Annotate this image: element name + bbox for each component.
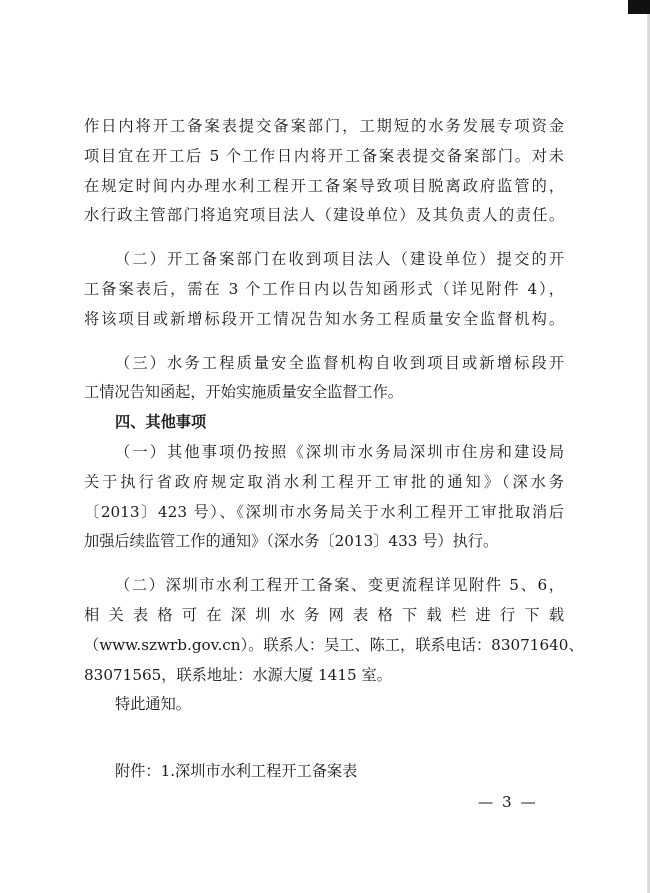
- paragraph-line: 〔2013〕423 号）、《深圳市水务局关于水利工程开工审批取消后: [84, 502, 564, 521]
- paragraph-line: 83071565，联系地址：水源大厦 1415 室。: [84, 665, 392, 684]
- attachment-line: 附件：1.深圳市水利工程开工备案表: [115, 762, 358, 780]
- spacer: [84, 557, 564, 571]
- section-heading: 四、其他事项: [115, 413, 207, 432]
- paragraph-line: 水行政主管部门将追究项目法人（建设单位）及其负责人的责任。: [84, 206, 564, 225]
- paragraph-line: 将该项目或新增标段开工情况告知水务工程质量安全监督机构。: [84, 309, 564, 328]
- paragraph-line: （二）开工备案部门在收到项目法人（建设单位）提交的开: [115, 250, 564, 269]
- spacer: [84, 231, 564, 245]
- paragraph-line: 在规定时间内办理水利工程开工备案导致项目脱离政府监管的，: [84, 176, 564, 195]
- document-body: [84, 112, 584, 720]
- paragraph-line: （一）其他事项仍按照《深圳市水务局深圳市住房和建设局: [115, 442, 564, 461]
- spacer: [84, 335, 564, 349]
- paragraph-line: 关于执行省政府规定取消水利工程开工审批的通知》（深水务: [84, 472, 564, 491]
- page-number: — 3 —: [478, 793, 538, 811]
- corner-registration-mark: [628, 0, 650, 14]
- paragraph-line: 作日内将开工备案表提交备案部门，工期短的水务发展专项资金: [84, 117, 564, 135]
- paragraph-line: （二）深圳市水利工程开工备案、变更流程详见附件 5、6，: [115, 576, 564, 595]
- paragraph-line: 工备案表后，需在 3 个工作日内以告知函形式（详见附件 4），: [84, 279, 564, 298]
- paragraph-line: 加强后续监管工作的通知》（深水务〔2013〕433 号）执行。: [84, 532, 499, 551]
- paragraph-line: 工情况告知函起，开始实施质量安全监督工作。: [84, 383, 403, 402]
- paragraph-line: （三）水务工程质量安全监督机构自收到项目或新增标段开: [115, 353, 564, 372]
- paragraph-line: 项目宜在开工后 5 个工作日内将开工备案表提交备案部门。对未: [84, 146, 564, 165]
- paragraph-line: 相关表格可在深圳水务网表格下载栏进行下载: [84, 605, 564, 624]
- closing-line: 特此通知。: [115, 695, 191, 714]
- paragraph-line: （www.szwrb.gov.cn）。联系人：吴工、陈工，联系电话：83071640、: [84, 635, 584, 654]
